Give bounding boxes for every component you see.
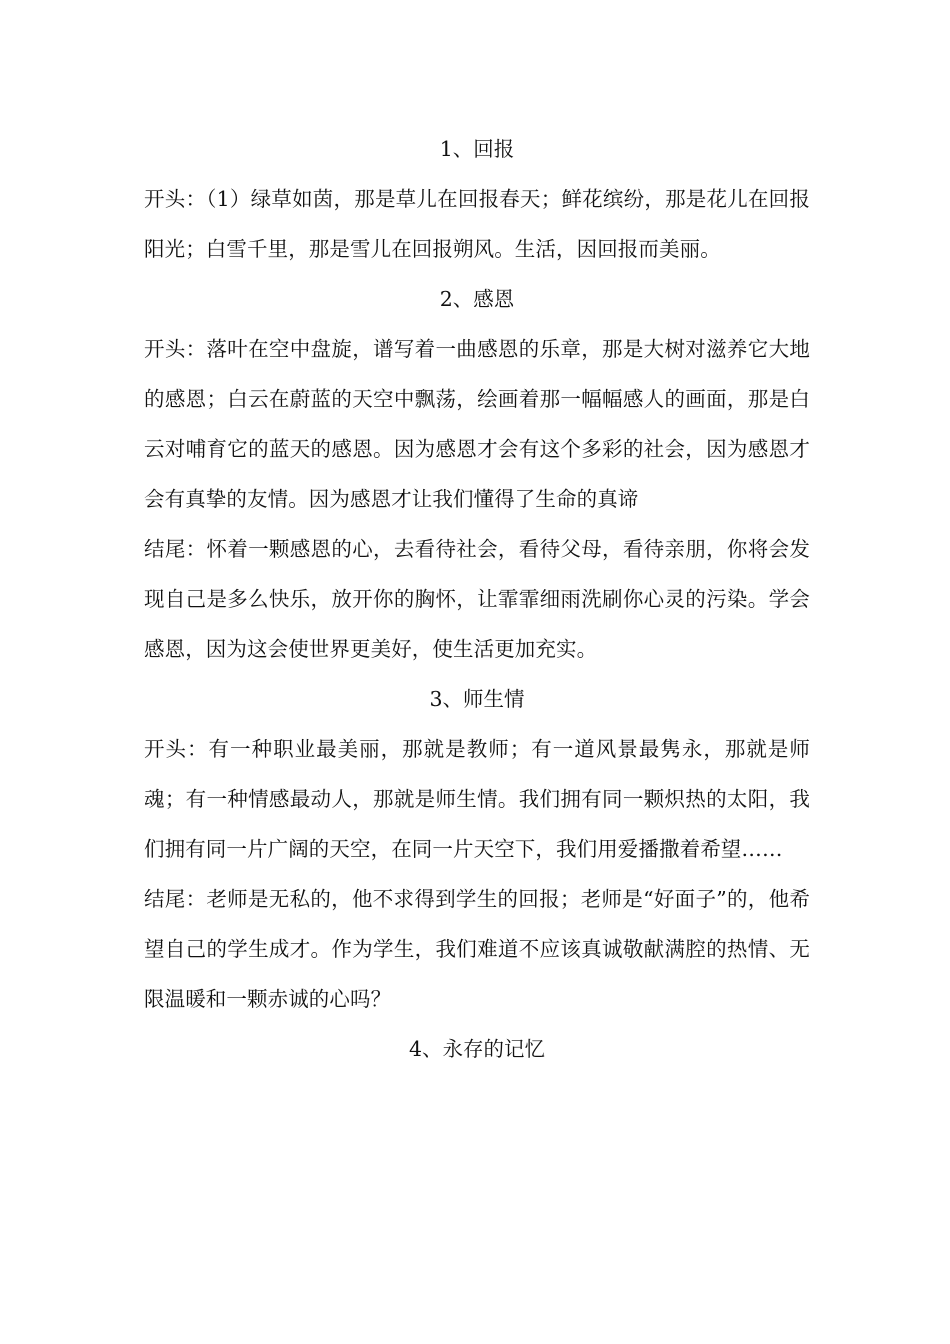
document-body bbox=[144, 124, 810, 1074]
section-title-2: 2、感恩 bbox=[439, 287, 515, 311]
section-title-1: 1、回报 bbox=[439, 137, 515, 161]
section-title-3: 3、师生情 bbox=[429, 687, 525, 711]
section-3-ending: 结尾：老师是无私的，他不求得到学生的回报；老师是“好面子”的，他希望自己的学生成才。作为学生，我们难道不应该真诚敬献满腔的热情、无限温暖和一颗赤诚的心吗？ bbox=[144, 887, 810, 1011]
section-2-opening: 开头：落叶在空中盘旋，谱写着一曲感恩的乐章，那是大树对滋养它大地的感恩；白云在蔚蓝的天空中飘荡，绘画着那一幅幅感人的画面，那是白云对哺育它的蓝天的感恩。因为感恩才会有这个多彩的社会，因为感恩才会有真挚的友情。因为感恩才让我们懂得了生命的真谛 bbox=[144, 337, 810, 511]
section-1-opening: 开头：（1）绿草如茵，那是草儿在回报春天；鲜花缤纷，那是花儿在回报阳光；白雪千里，那是雪儿在回报朔风。生活，因回报而美丽。 bbox=[144, 187, 810, 261]
section-2-ending: 结尾：怀着一颗感恩的心，去看待社会，看待父母，看待亲朋，你将会发现自己是多么快乐，放开你的胸怀，让霏霏细雨洗刷你心灵的污染。学会感恩，因为这会使世界更美好，使生活更加充实。 bbox=[144, 537, 810, 661]
section-title-4: 4、永存的记忆 bbox=[408, 1037, 546, 1061]
section-3-opening: 开头：有一种职业最美丽，那就是教师；有一道风景最隽永，那就是师魂；有一种情感最动人，那就是师生情。我们拥有同一颗炽热的太阳，我们拥有同一片广阔的天空，在同一片天空下，我们用爱播撒着希望…… bbox=[144, 737, 810, 861]
